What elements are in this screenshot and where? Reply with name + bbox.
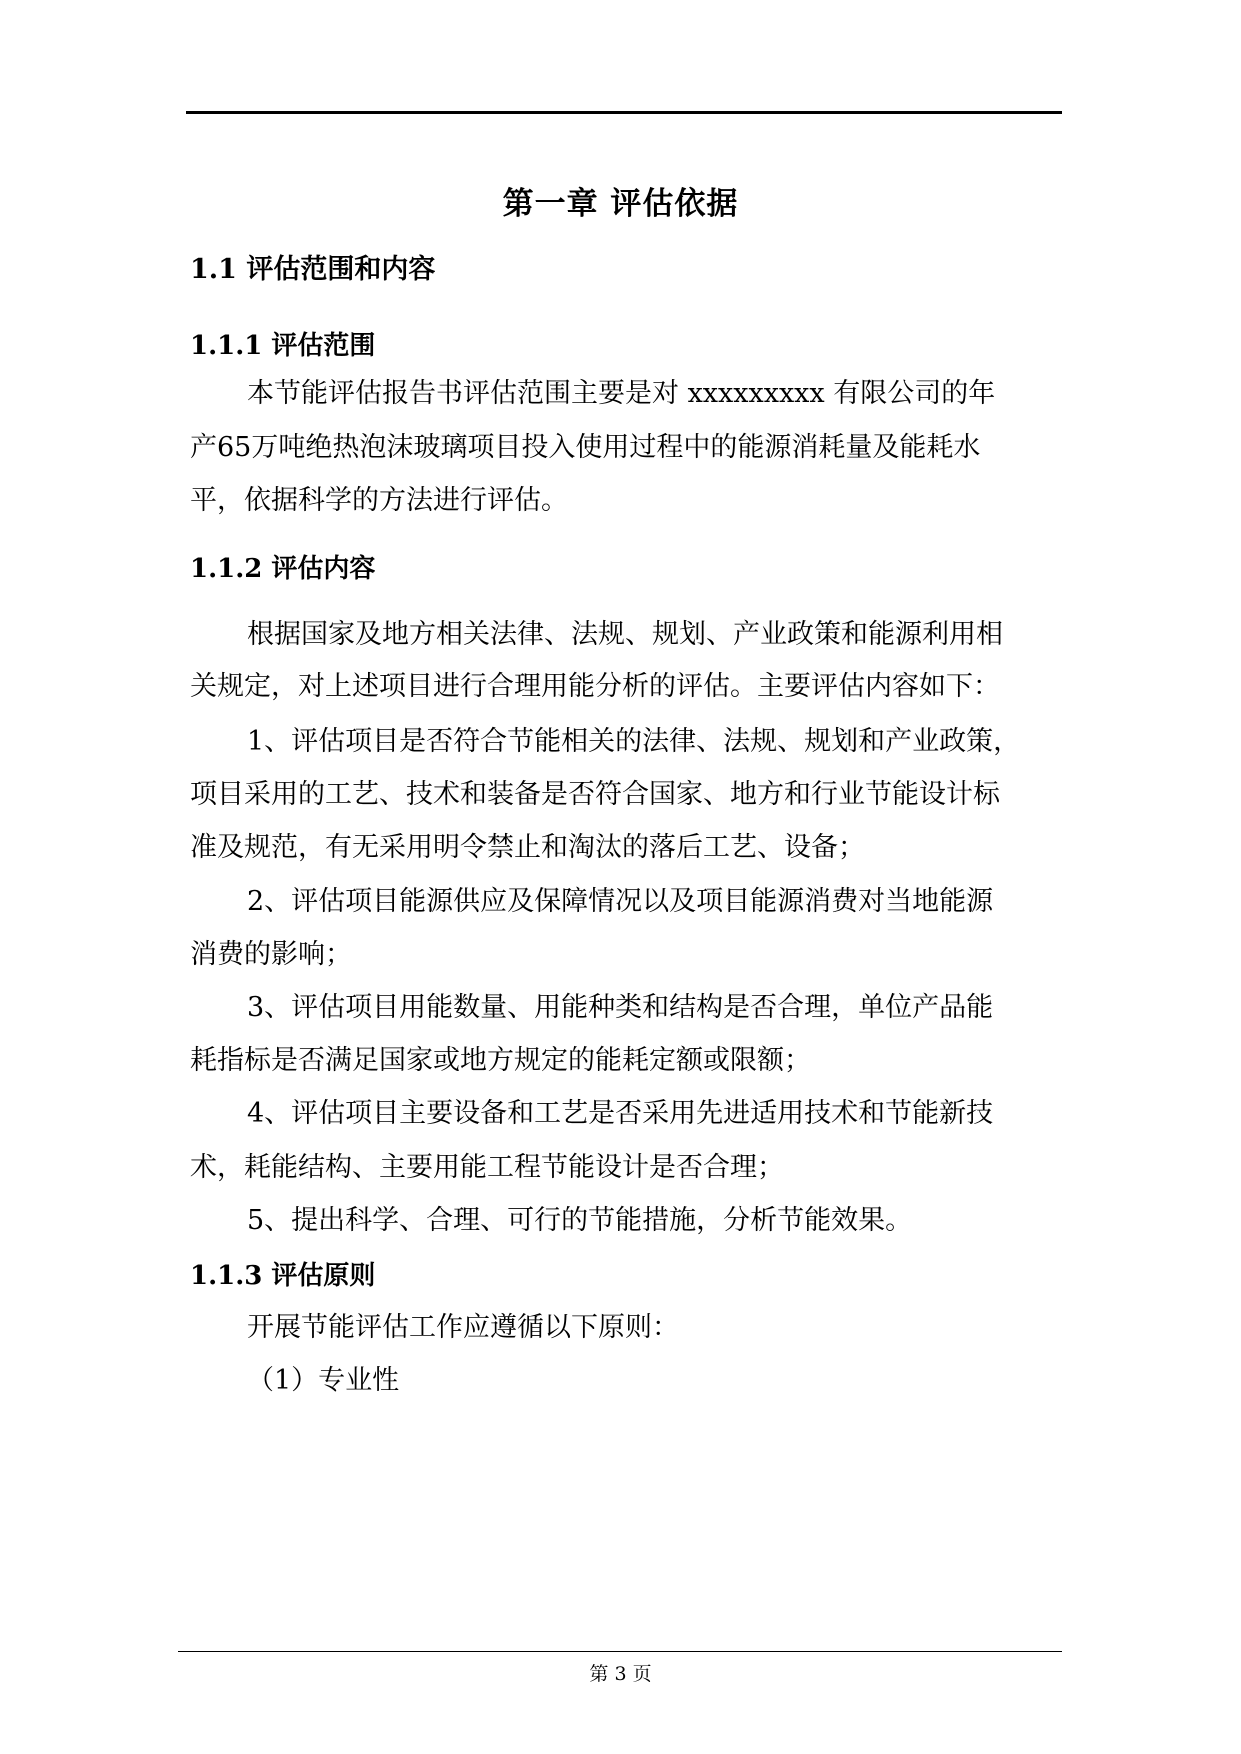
list-item-line: 1、评估项目是否符合节能相关的法律、法规、规划和产业政策， [247, 726, 1021, 757]
paragraph-line: 开展节能评估工作应遵循以下原则： [247, 1312, 679, 1343]
section-heading-1-1-2: 1.1.2 评估内容 [190, 554, 376, 584]
list-item-line: 5、提出科学、合理、可行的节能措施，分析节能效果。 [247, 1205, 913, 1236]
header-rule [186, 111, 1062, 114]
section-heading-1-1: 1.1 评估范围和内容 [190, 254, 436, 285]
list-item-line: 准及规范，有无采用明令禁止和淘汰的落后工艺、设备； [190, 832, 865, 863]
paragraph-line: 根据国家及地方相关法律、法规、规划、产业政策和能源利用相 [247, 619, 1003, 650]
section-heading-1-1-3: 1.1.3 评估原则 [190, 1261, 376, 1291]
paragraph-line: 产65万吨绝热泡沫玻璃项目投入使用过程中的能源消耗量及能耗水 [190, 432, 981, 463]
list-item-line: 耗指标是否满足国家或地方规定的能耗定额或限额； [190, 1045, 811, 1076]
list-item-line: 3、评估项目用能数量、用能种类和结构是否合理，单位产品能 [247, 992, 994, 1023]
list-item-line: 2、评估项目能源供应及保障情况以及项目能源消费对当地能源 [247, 886, 994, 917]
paragraph-line: 本节能评估报告书评估范围主要是对 xxxxxxxxx 有限公司的年 [247, 378, 996, 409]
paragraph-line: 平，依据科学的方法进行评估。 [190, 485, 568, 516]
section-heading-1-1-1: 1.1.1 评估范围 [190, 331, 376, 361]
list-item-line: 项目采用的工艺、技术和装备是否符合国家、地方和行业节能设计标 [190, 779, 1000, 810]
list-item-line: （1）专业性 [247, 1365, 400, 1396]
footer-rule [178, 1651, 1062, 1652]
paragraph-line: 关规定，对上述项目进行合理用能分析的评估。主要评估内容如下： [190, 671, 1000, 702]
list-item-line: 消费的影响； [190, 939, 352, 970]
list-item-line: 术，耗能结构、主要用能工程节能设计是否合理； [190, 1152, 784, 1183]
chapter-title: 第一章 评估依据 [502, 186, 739, 222]
page-number: 第 3 页 [589, 1663, 652, 1685]
list-item-line: 4、评估项目主要设备和工艺是否采用先进适用技术和节能新技 [247, 1098, 994, 1129]
